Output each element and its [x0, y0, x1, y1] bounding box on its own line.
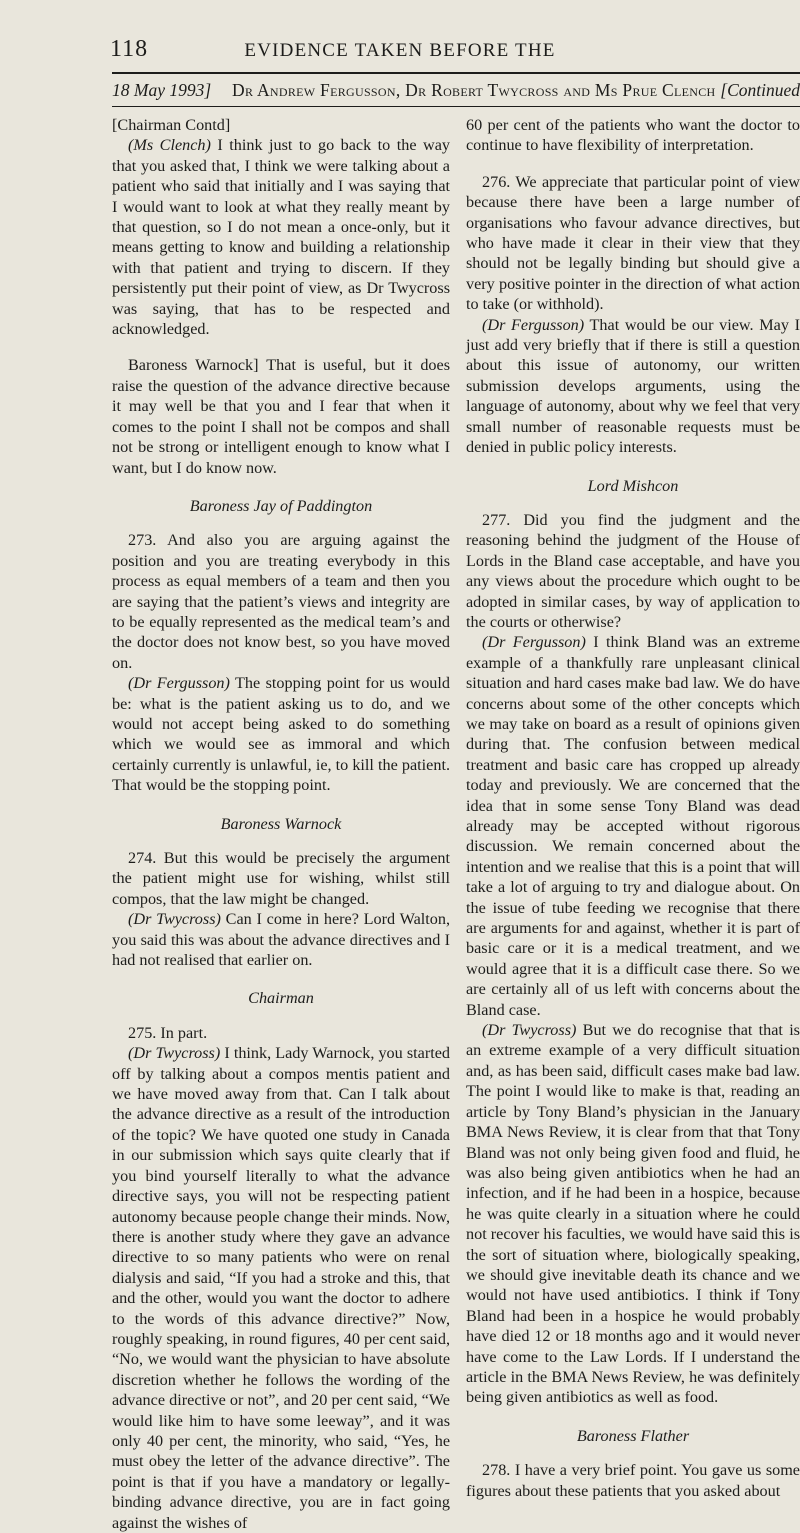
- speaker-heading: Chairman: [248, 989, 314, 1008]
- paragraph-text: Can I come in here? Lord Walton, you said this was about the advance directives and I had not realised that earlier on.: [112, 910, 450, 970]
- paragraph: 276. We appreciate that particular point of view because there have been a large number of organisations who favour advance directives, but who have made it clear in their view that they should not be legally binding but should give a very positive pointer in the direction of what action to take (or withhold).: [466, 172, 800, 314]
- speaker-heading: Baroness Warnock: [220, 814, 342, 833]
- speaker-heading: Lord Mishcon: [587, 476, 679, 495]
- speaker: (Dr Fergusson): [482, 633, 586, 652]
- paragraph: Baroness Warnock] That is useful, but it does raise the question of the advance directive because it may well be that you and I fear that when it comes to the point I shall not be compos and shall not be strong or intelligent enough to know what I want, but I do know now.: [112, 356, 450, 477]
- speaker: (Ms Clench): [128, 136, 211, 155]
- speaker: (Dr Twycross): [482, 1021, 577, 1040]
- witness-names: Dr Andrew Fergusson, Dr Robert Twycross and Ms Prue Clench: [232, 80, 716, 100]
- speaker: (Dr Twycross): [128, 1044, 221, 1063]
- subhead: [112, 80, 800, 102]
- paragraph-text: I think just to go back to the way that you asked that, I think we were talking about a patient who said that initially and I was saying that I would want to look at what they really meant by that question, so I do not mean a once-only, but it means getting to know and building a relationship with that patient and trying to discern. If they persistently put their point of view, as Dr Twycross was saying, that has to be respected and acknowledged.: [112, 136, 450, 339]
- paragraph: 60 per cent of the patients who want the doctor to continue to have flexibility of interpretation.: [466, 116, 800, 155]
- speaker: (Dr Twycross): [128, 910, 221, 929]
- paragraph: [466, 315, 800, 458]
- left-column: [112, 115, 450, 1533]
- paragraph: 274. But this would be precisely the argument the patient might use for wishing, whilst still compos, that the law might be changed.: [112, 849, 450, 908]
- paragraph-text: But we do recognise that that is an extreme example of a very difficult situation and, as has been said, difficult cases make bad law. The point I would like to make is that, reading an article by Tony Bland’s physician in the January BMA News Review, it is clear from that that Tony Bland was not only being given food and fluid, he was also being given antibiotics when he had an infection, and if he had been in a hospice, because he was quite clearly in a situation where he could not recover his faculties, we would have said this is the sort of situation where, biologically speaking, we should give inevitable death its chance and we would not have used antibiotics. I think if Tony Bland had been in a hospice he would probably have died 12 or 18 months ago and it would never have come to the Law Lords. If I understand the article in the BMA News Review, he was definitely being given antibiotics as well as food.: [466, 1021, 800, 1407]
- continued-label: [Continued: [720, 80, 800, 100]
- subhead-rule: [112, 106, 800, 107]
- paragraph-text: I think, Lady Warnock, you started off by talking about a compos mentis patient and we have moved away from that. Can I talk about the advance directive as a result of the introduction of the topic? We have quoted one study in Canada in our submission which says quite clearly that if you bind yourself literally to what the advance directive says, you will not be respecting patient autonomy because people change their minds. Now, there is another study where they gave an advance directive to so many patients who were on renal dialysis and said, “If you had a stroke and this, that and the other, would you want the doctor to adhere to the words of this advance directive?” Now, roughly speaking, in round figures, 40 per cent said, “No, we would want the physician to have absolute discretion whether he follows the wording of the advance directive or not”, and 20 per cent said, “We would like him to have some leeway”, and it was only 40 per cent, the minority, who said, “Yes, he must obey the letter of the advance directive”. The point is that if you have a mandatory or legally-binding advance directive, you are in fact going against the wishes of: [112, 1044, 450, 1532]
- paragraph-text: That would be our view. May I just add very briefly that if there is still a question about this issue of autonomy, our written submission develops arguments, using the language of autonomy, about why we feel that very small number of reasonable requests must be denied in public policy interests.: [466, 315, 800, 457]
- speaker-heading: Baroness Jay of Paddington: [189, 496, 373, 515]
- paragraph: 277. Did you find the judgment and the reasoning behind the judgment of the House of Lords in the Bland case acceptable, and have you any views about the procedure which ought to be adopted in similar cases, by way of application to the courts or otherwise?: [466, 510, 800, 631]
- session-date: 18 May 1993]: [112, 80, 212, 100]
- paragraph: 278. I have a very brief point. You gave us some figures about these patients that you asked about: [466, 1461, 800, 1500]
- paragraph: [112, 673, 450, 795]
- speaker: (Dr Fergusson): [128, 674, 230, 693]
- paragraph: [466, 1020, 800, 1408]
- paragraph: [112, 909, 450, 970]
- top-rule: [112, 72, 800, 74]
- running-head: EVIDENCE TAKEN BEFORE THE: [244, 40, 556, 61]
- speaker-heading: Baroness Flather: [576, 1426, 690, 1445]
- paragraph: [466, 632, 800, 1020]
- page-number: 118: [110, 36, 149, 62]
- paragraph-text: The stopping point for us would be: what is the patient asking us to do, and we would not accept being asked to do something which we would see as immoral and which certainly currently is unlawful, ie, to kill the patient. That would be the stopping point.: [112, 674, 450, 795]
- chairman-contd: [Chairman Contd]: [112, 116, 231, 134]
- paragraph: [112, 1043, 450, 1533]
- right-column: [466, 115, 800, 1501]
- paragraph-text: I think Bland was an extreme example of a thankfully rare unpleasant clinical situation and hard cases make bad law. We do have concerns about some of the other concepts which we may take on board as a result of opinions given during that. The confusion between medical treatment and basic care has cropped up already today and previously. We are concerned that the idea that in some sense Tony Bland was dead already may be accepted without rigorous discussion. We remain concerned about the intention and we realise that this is a point that will take a lot of arguing to try and dialogue about. On the issue of tube feeding we recognise that there are arguments for and against, whether it is part of basic care or it is a medical treatment, and we would agree that it is a difficult case there. So we are certainly all of us left with concerns about the Bland case.: [466, 633, 800, 1019]
- paragraph: 275. In part.: [128, 1023, 208, 1042]
- speaker: (Dr Fergusson): [482, 315, 585, 334]
- paragraph: [112, 135, 450, 339]
- paragraph: 273. And also you are arguing against the position and you are treating everybody in this process as equal members of a team and then you are saying that the patient’s views and integrity are to be equally represented as the medical team’s and the doctor does not know best, so you have moved on.: [112, 531, 450, 672]
